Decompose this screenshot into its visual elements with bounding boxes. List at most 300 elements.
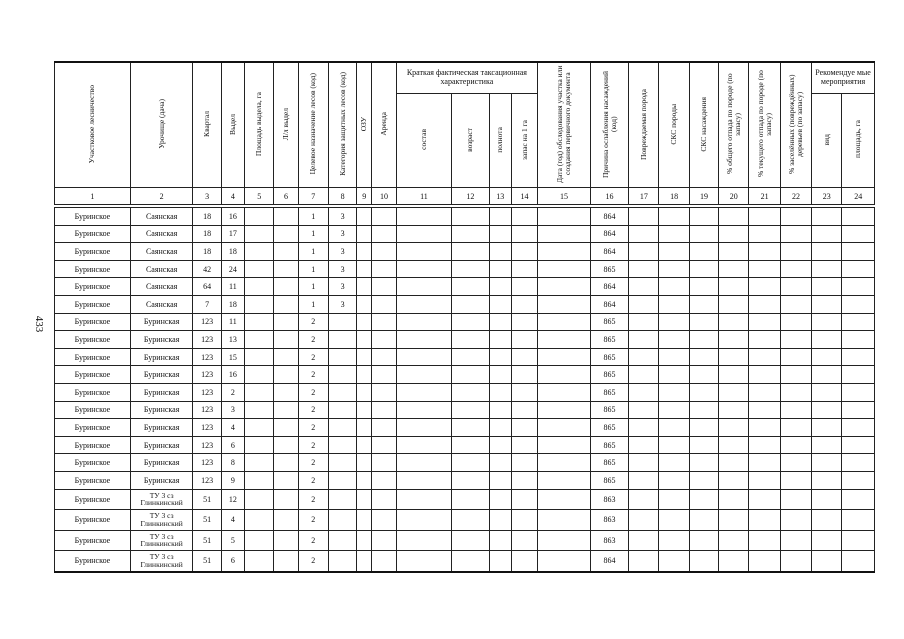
empty-cell [274,471,298,489]
empty-cell [812,366,842,384]
empty-cell [489,348,511,366]
empty-cell [245,419,274,437]
empty-cell [372,454,396,472]
column-number: 11 [396,188,452,205]
empty-cell [489,454,511,472]
empty-cell [396,278,452,296]
empty-cell [396,401,452,419]
forestry-cell: Буринское [55,419,131,437]
empty-cell [274,348,298,366]
empty-cell [396,260,452,278]
category-cell: 3 [328,260,356,278]
category-cell [328,454,356,472]
empty-cell [719,366,749,384]
header-taxation-group: Краткая фактическая таксационная характеристика [396,62,538,94]
empty-cell [372,208,396,226]
table-row [55,454,875,472]
purpose-cell: 2 [298,383,328,401]
tract-cell: Саянская [130,278,193,296]
empty-cell [780,489,811,510]
quarter-cell: 123 [193,419,221,437]
cause-cell: 865 [590,313,628,331]
forestry-cell: Буринское [55,243,131,261]
cause-cell: 865 [590,331,628,349]
purpose-cell: 2 [298,551,328,572]
empty-cell [452,383,489,401]
forestry-cell: Буринское [55,208,131,226]
empty-cell [357,454,372,472]
cause-cell: 864 [590,278,628,296]
plot-cell: 11 [221,313,244,331]
empty-cell [812,295,842,313]
column-number: 19 [689,188,718,205]
empty-cell [780,260,811,278]
table-row [55,260,875,278]
empty-cell [357,278,372,296]
plot-cell: 8 [221,454,244,472]
empty-cell [357,419,372,437]
empty-cell [274,401,298,419]
tract-cell: Саянская [130,260,193,278]
empty-cell [749,278,780,296]
empty-cell [719,278,749,296]
table-row [55,510,875,531]
empty-cell [489,366,511,384]
empty-cell [629,436,659,454]
empty-cell [719,348,749,366]
empty-cell [396,489,452,510]
empty-cell [538,348,591,366]
empty-cell [511,489,537,510]
category-cell [328,510,356,531]
empty-cell [719,331,749,349]
forestry-cell: Буринское [55,436,131,454]
empty-cell [629,401,659,419]
tract-cell: Буринская [130,348,193,366]
cause-cell: 864 [590,225,628,243]
empty-cell [245,295,274,313]
empty-cell [659,530,689,551]
column-number: 16 [590,188,628,205]
empty-cell [538,530,591,551]
category-cell [328,551,356,572]
column-number: 5 [245,188,274,205]
table-row [55,419,875,437]
empty-cell [842,295,875,313]
empty-cell [452,313,489,331]
empty-cell [629,260,659,278]
empty-cell [274,454,298,472]
empty-cell [812,551,842,572]
column-number: 8 [328,188,356,205]
quarter-cell: 18 [193,225,221,243]
cause-cell: 865 [590,366,628,384]
empty-cell [780,313,811,331]
tract-cell: Буринская [130,471,193,489]
empty-cell [659,313,689,331]
header-composition: состав [396,94,452,188]
forestry-cell: Буринское [55,530,131,551]
tract-cell: ТУ 3 сз Глинкинский [130,551,193,572]
empty-cell [357,471,372,489]
empty-cell [749,401,780,419]
tract-cell: Саянская [130,208,193,226]
empty-cell [396,383,452,401]
empty-cell [659,366,689,384]
empty-cell [372,419,396,437]
column-number: 9 [357,188,372,205]
empty-cell [749,243,780,261]
empty-cell [842,260,875,278]
plot-cell: 16 [221,366,244,384]
category-cell [328,471,356,489]
empty-cell [489,530,511,551]
empty-cell [689,331,718,349]
empty-cell [812,243,842,261]
column-number: 21 [749,188,780,205]
empty-cell [719,489,749,510]
quarter-cell: 18 [193,243,221,261]
empty-cell [511,401,537,419]
empty-cell [396,471,452,489]
empty-cell [749,454,780,472]
tract-cell: Буринская [130,366,193,384]
empty-cell [659,243,689,261]
header-ozu: ОЗУ [357,62,372,188]
empty-cell [245,489,274,510]
cause-cell: 863 [590,489,628,510]
tract-cell: Буринская [130,419,193,437]
tract-cell: Буринская [130,313,193,331]
cause-cell: 865 [590,419,628,437]
empty-cell [689,313,718,331]
plot-cell: 2 [221,383,244,401]
empty-cell [452,348,489,366]
empty-cell [511,551,537,572]
header-age: возраст [452,94,489,188]
empty-cell [489,278,511,296]
empty-cell [842,471,875,489]
empty-cell [719,208,749,226]
empty-cell [689,471,718,489]
empty-cell [659,489,689,510]
empty-cell [396,510,452,531]
category-cell [328,401,356,419]
empty-cell [842,436,875,454]
empty-cell [719,260,749,278]
empty-cell [812,260,842,278]
empty-cell [538,260,591,278]
header-category: Категория защитных лесов (код) [328,62,356,188]
column-number: 22 [780,188,811,205]
empty-cell [842,489,875,510]
empty-cell [396,348,452,366]
empty-cell [749,348,780,366]
header-density: полнота [489,94,511,188]
empty-cell [274,331,298,349]
empty-cell [538,401,591,419]
empty-cell [274,366,298,384]
empty-cell [489,419,511,437]
empty-cell [719,383,749,401]
purpose-cell: 2 [298,530,328,551]
purpose-cell: 1 [298,260,328,278]
empty-cell [812,383,842,401]
empty-cell [372,366,396,384]
empty-cell [372,530,396,551]
plot-cell: 18 [221,295,244,313]
purpose-cell: 2 [298,331,328,349]
empty-cell [538,436,591,454]
purpose-cell: 2 [298,366,328,384]
table-row [55,530,875,551]
empty-cell [396,208,452,226]
header-weakening-cause: Причина ослабления насаждений (код) [590,62,628,188]
tract-cell: ТУ 3 сз Глинкинский [130,530,193,551]
empty-cell [489,401,511,419]
empty-cell [452,471,489,489]
empty-cell [538,510,591,531]
empty-cell [812,313,842,331]
empty-cell [689,401,718,419]
quarter-cell: 51 [193,551,221,572]
empty-cell [511,225,537,243]
header-plot: Выдел [221,62,244,188]
category-cell [328,348,356,366]
empty-cell [489,489,511,510]
purpose-cell: 2 [298,489,328,510]
empty-cell [274,243,298,261]
tract-cell: Буринская [130,401,193,419]
empty-cell [511,366,537,384]
empty-cell [372,331,396,349]
empty-cell [842,401,875,419]
plot-cell: 13 [221,331,244,349]
empty-cell [689,419,718,437]
quarter-cell: 123 [193,366,221,384]
empty-cell [245,551,274,572]
empty-cell [659,383,689,401]
empty-cell [780,243,811,261]
empty-cell [274,436,298,454]
purpose-cell: 1 [298,225,328,243]
quarter-cell: 51 [193,530,221,551]
column-number: 23 [812,188,842,205]
empty-cell [780,436,811,454]
empty-cell [245,401,274,419]
empty-cell [357,243,372,261]
empty-cell [511,295,537,313]
empty-cell [842,454,875,472]
empty-cell [780,383,811,401]
empty-cell [538,383,591,401]
empty-cell [812,419,842,437]
empty-cell [511,313,537,331]
empty-cell [274,419,298,437]
empty-cell [245,510,274,531]
empty-cell [538,243,591,261]
empty-cell [274,313,298,331]
empty-cell [689,225,718,243]
forestry-cell: Буринское [55,348,131,366]
empty-cell [842,243,875,261]
empty-cell [629,530,659,551]
empty-cell [245,278,274,296]
empty-cell [452,208,489,226]
empty-cell [538,419,591,437]
empty-cell [511,260,537,278]
header-tract: Урочище (дача) [130,62,193,188]
empty-cell [749,383,780,401]
empty-cell [689,436,718,454]
column-number: 4 [221,188,244,205]
empty-cell [842,348,875,366]
forestry-cell: Буринское [55,383,131,401]
empty-cell [719,295,749,313]
empty-cell [538,471,591,489]
empty-cell [274,295,298,313]
empty-cell [659,260,689,278]
empty-cell [629,551,659,572]
empty-cell [357,295,372,313]
header-quarter: Квартал [193,62,221,188]
empty-cell [842,331,875,349]
purpose-cell: 1 [298,278,328,296]
empty-cell [511,419,537,437]
empty-cell [489,331,511,349]
empty-cell [842,419,875,437]
empty-cell [245,313,274,331]
plot-cell: 6 [221,551,244,572]
empty-cell [245,260,274,278]
empty-cell [452,401,489,419]
forestry-cell: Буринское [55,278,131,296]
plot-cell: 15 [221,348,244,366]
empty-cell [538,278,591,296]
purpose-cell: 2 [298,454,328,472]
empty-cell [719,313,749,331]
empty-cell [511,331,537,349]
header-forestry: Участковое лесничество [55,62,131,188]
empty-cell [372,243,396,261]
empty-cell [780,454,811,472]
header-recommended-group: Рекомендуе мые мероприятия [812,62,875,94]
empty-cell [629,278,659,296]
tract-cell: Саянская [130,225,193,243]
quarter-cell: 7 [193,295,221,313]
empty-cell [396,331,452,349]
column-number: 10 [372,188,396,205]
empty-cell [372,348,396,366]
empty-cell [629,489,659,510]
category-cell: 3 [328,278,356,296]
empty-cell [372,278,396,296]
quarter-cell: 123 [193,454,221,472]
quarter-cell: 18 [193,208,221,226]
empty-cell [689,454,718,472]
empty-cell [245,454,274,472]
empty-cell [780,551,811,572]
empty-cell [511,243,537,261]
empty-cell [780,295,811,313]
empty-cell [659,208,689,226]
category-cell [328,436,356,454]
empty-cell [812,225,842,243]
empty-cell [511,278,537,296]
empty-cell [357,366,372,384]
empty-cell [357,510,372,531]
empty-cell [511,208,537,226]
empty-cell [274,260,298,278]
empty-cell [629,419,659,437]
empty-cell [489,551,511,572]
empty-cell [629,510,659,531]
plot-cell: 5 [221,530,244,551]
tract-cell: Буринская [130,436,193,454]
header-lease: Аренда [372,62,396,188]
empty-cell [489,313,511,331]
forestry-cell: Буринское [55,401,131,419]
page-number: 433 [33,315,45,333]
empty-cell [719,471,749,489]
empty-cell [842,278,875,296]
empty-cell [749,313,780,331]
header-measure-area: площадь, га [842,94,875,188]
empty-cell [372,225,396,243]
empty-cell [659,436,689,454]
cause-cell: 864 [590,295,628,313]
empty-cell [780,510,811,531]
empty-cell [357,551,372,572]
purpose-cell: 2 [298,401,328,419]
empty-cell [372,551,396,572]
cause-cell: 864 [590,208,628,226]
empty-cell [749,295,780,313]
empty-cell [689,348,718,366]
column-number: 7 [298,188,328,205]
empty-cell [749,551,780,572]
empty-cell [245,348,274,366]
category-cell [328,366,356,384]
empty-cell [780,278,811,296]
quarter-cell: 123 [193,313,221,331]
empty-cell [489,260,511,278]
empty-cell [452,278,489,296]
empty-cell [357,401,372,419]
quarter-cell: 123 [193,331,221,349]
purpose-cell: 2 [298,471,328,489]
table-row [55,313,875,331]
empty-cell [538,454,591,472]
empty-cell [780,471,811,489]
empty-cell [780,225,811,243]
empty-cell [842,313,875,331]
empty-cell [357,383,372,401]
table-row [55,471,875,489]
forestry-cell: Буринское [55,471,131,489]
cause-cell: 865 [590,401,628,419]
empty-cell [719,436,749,454]
empty-cell [719,225,749,243]
empty-cell [719,419,749,437]
table-row [55,436,875,454]
empty-cell [812,331,842,349]
plot-cell: 16 [221,208,244,226]
empty-cell [489,383,511,401]
empty-cell [629,366,659,384]
cause-cell: 865 [590,436,628,454]
cause-cell: 865 [590,454,628,472]
